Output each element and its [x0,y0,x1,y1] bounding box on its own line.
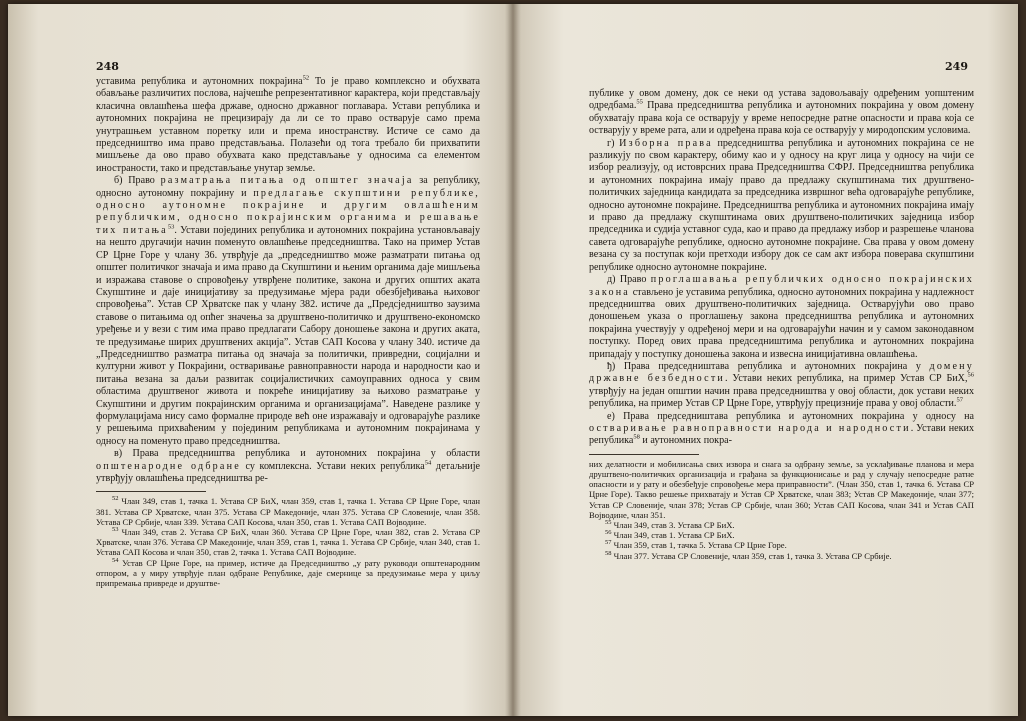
footnotes [589,459,974,561]
body-text [96,76,480,485]
paragraph: в) Права председништва република и аутономних покрајина у области општенародне одбране су комплексна. Устави неких република$^{54}$ детаљније утврђују овлашћења председништва ре- [96,448,480,484]
left-page [8,4,513,716]
paragraph: д) Право проглашавања републичких односно покрајинских закона стављено је уставима република, односно аутономних покрајина у надлежност председништва ових друштвено-политичких заједница. Остварујући ово право доношењем указа о проглашењу закона председништва република и аутономних покрајина учествују у одређеној мери и на одговарајући начин и у самом законодавном поступку. Поред ових права председништима република и аутономних покрајина припадају у поступку доношења закона и извесна иницијативна овлашћења. [589,274,974,360]
footnote: $^{52}$ Члан 349, став 1, тачка 1. Устава СР БиХ, члан 359, став 1, тачка 1. Устава СР Црне Горе, члан 381. Устава СР Хрватске, члан 375. Устава СР Македоније, члан 375. Устава СР Словеније, члан 358. Устава СР Србије, члан 339. Устава САП Косова, члан 350, став 1. Устава САП Војводине. [96,495,480,527]
page-body [589,88,974,561]
body-text [589,88,974,448]
footnote: них делатности и мобилисања свих извора и снага за одбрану земље, за усклађивање планова и мера друштвено-политичких организација и грађана за функционисање и рад у случају непосредне ратне опасности и у рату и обезбеђује спровођење мера приправности”. (Члан 350, став 1, тачка 6. Устава СР Црне Горе). Такво решење прихватају и Устав СР Хрватске, члан 383; Устав СР Македоније, члан 377; Устав СР Словеније, члан 378; Устав СР Србије, члан 360; Устав САП Косова, члан 341 и Устав САП Војводине, члан 351. [589,458,974,520]
footnote-rule [589,454,699,455]
footnote: $^{57}$ Члан 359, став 1, тачка 5. Устава СР Црне Горе. [605,539,787,551]
page-number: 248 [96,60,119,73]
paragraph: г) Изборна права председништва република и аутономних покрајина се не разликују по свом карактеру, обиму као и у односу на круг лица у односу на чији се избор реализују, од истоврсних права Председништва СФРЈ. Председништва република и аутономних покрајина имају право да предлажу скупштинама тих друштвено-политичких заједница кандидата за председника извршног већа одговарајуће републике, односно аутономне покрајине. Председништва република и аутономних покрајина имају и право да предлажу скупштинама ових друштвено-политичких заједница избор председника и судија уставног суда, као и право да предлажу избор и разрешење чланова савета одговарајуће републике, односно аутономне покрајине. Сва права у овом домену везана су за поступак који претходи избору док се сам акт избора поверава скупштини републике односно аутономне покрајине. [589,137,974,273]
paragraph: ђ) Права председништава република и аутономних покрајина у домену државне безбедности. Устави неких република, на пример Устав СР БиХ,$^{56}$ утврђују на један општии начин права председништва у овој области, док устави неких република, на пример Устав СР Црне Горе, утврђују прецизније права у овој области.$^{57}$ [589,360,974,410]
page-number: 249 [945,60,968,73]
footnote: $^{55}$ Члан 349, став 3. Устава СР БиХ. [605,519,735,530]
page-body [96,76,480,588]
right-page [513,4,1018,716]
footnote: $^{53}$ Члан 349, став 2. Устава СР БиХ, члан 360. Устава СР Црне Горе, члан 382, став 2. Устава СР Хрватске, члан 376. Устава СР Македоније, члан 359, став 1, тачка 1. Устава СР Србије, члан 340, став 1. Устава САП Косова и члан 350, став 2, тачка 1. Устава САП Војводине. [96,526,480,558]
footnote: $^{54}$ Устав СР Црне Горе, на пример, истиче да Председништво „у рату руководи општенародним отпором, а у миру утврђује план одбране Републике, даје смернице за предузимање мера у циљу припремања привреде и друштве- [96,556,480,589]
footnote: $^{56}$ Члан 349, став 1. Устава СР БиХ. [605,529,735,541]
paragraph: публике у овом домену, док се неки од устава задовољавају одређеним уопштеним одредбама.$^{55}$ Права председништва република и аутономних покрајина у овом домену обухватају права која се остварују у време непосредне ратне опасности и права која се остварују у време рата, али и одређена права која се остварују у миродопским условима. [589,88,974,137]
footnotes [96,496,480,588]
paragraph: е) Права председништава република и аутономних покрајина у односу на остваривање равноправности народа и народности. Устави неких република$^{58}$ и аутономних покра- [589,410,974,447]
footnote: $^{58}$ Члан 377. Устава СР Словеније, члан 359, став 1, тачка 3. Устава СР Србије. [605,549,892,561]
paragraph: уставима република и аутономних покрајина$^{52}$ То је право комплексно и обухвата обављање различитих послова, најчешће репрезентативног карактера, који представљају класична овлашћења шефа државе, односно државног поглавара. Устави република и аутономних покрајина не прецизирају да ли се то право остварује само према унутрашњем уставном поретку или и према иностранству. Истиче се само да председништво има право представљања. Полазећи од тога требало би прихватити мишљење да ово право обухвата како представљање у односима са елементом иностраности, тако и представљање унутар земље. [96,74,481,174]
book-spread [8,4,1018,716]
paragraph: б) Право разматрања питања од општег значаја за републику, односно аутономну покрајину и предлагање скупштини републике, односно аутономне покрајине и другим овлашћеним републичким, односно покрајинским органима и решавање тих питања$^{53}$. Устави појединих република и аутономних покрајина установљавају на нешто другачији начин поменуто овлашћење председништва. Тако на пример Устав СР Црне Горе у члану 36. утврђује да „председништво може разматрати питања од општег политичког значаја и има право да Скупштини и њеним органима даје мишљења и изражава ставове о спровођењу утврђене политике, закона и других општих аката Скупштине и даје иницијативу за предузимање мјера ради обезбјеђивања њиховог спровођења”. Устав СР Хрватске пак у члану 382. истиче да „Предсједништво заузима ставове о питањима од опћег значења за друштвено-политичко и друштвено-економско уређење и у вези с тим има право предлагати Сабору доношење закона и других аката, те предузимање ширих друштвених акција”. Устав САП Косова у члану 340. истиче да „Председништво разматра питања од значаја за политички, привредни, социјални и културни живот у Покрајини, остваривање равноправности народа и народности као и питања везана за даљи развитак социјалистичких самоуправних односа у свим областима друштвеног живота и покреће иницијативу за њихово разматрање у Скупштини и другим покрајинским органима и организацијама”. Наведене разлике у формулацијама нису само формалне природе већ оне изражавају и одговарајуће разлике у решењима прихваћеним у појединим републикама и аутономним покрајинама у односу на поменуто право председништва. [96,175,480,447]
footnote-rule [96,491,206,492]
